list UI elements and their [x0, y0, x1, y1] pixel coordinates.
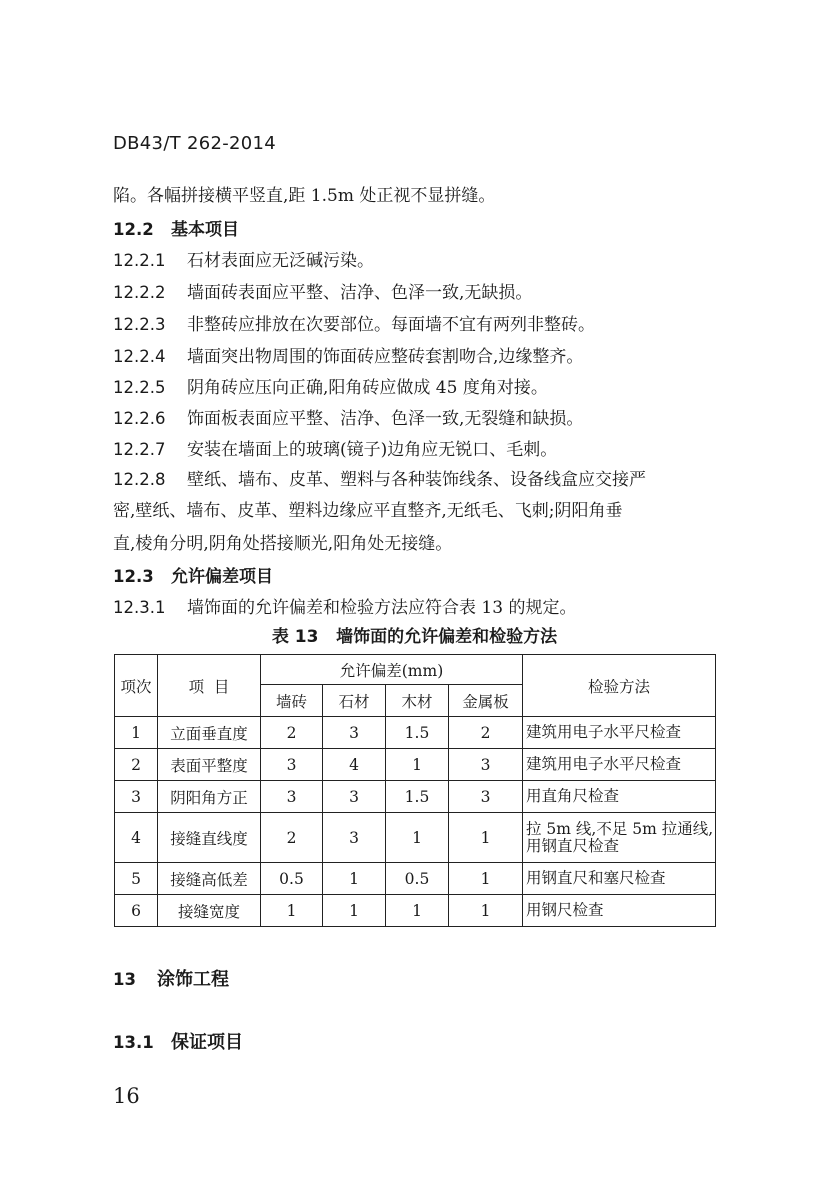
header-stone: 石材	[323, 685, 386, 717]
row-index: 2	[115, 749, 158, 781]
tile-value: 0.5	[261, 863, 323, 895]
row-item: 接缝宽度	[158, 895, 261, 927]
section-number: 12.2	[113, 220, 154, 239]
table-row	[115, 813, 716, 863]
row-method: 用直角尺检查	[523, 781, 716, 813]
row-method: 用钢尺检查	[523, 895, 716, 927]
stone-value: 3	[323, 813, 386, 863]
clause-number: 12.2.7	[113, 440, 166, 459]
tile-value: 1	[261, 895, 323, 927]
clause-12-2-8-cont-1: 密,壁纸、墙布、皮革、塑料边缘应平直整齐,无纸毛、飞刺;阴阳角垂	[113, 501, 623, 521]
clause-number: 12.2.5	[113, 378, 166, 397]
row-item: 立面垂直度	[158, 717, 261, 749]
header-index: 项次	[115, 655, 158, 717]
header-wood: 木材	[386, 685, 449, 717]
clause-12-2-2	[113, 278, 532, 303]
stone-value: 4	[323, 749, 386, 781]
stone-value: 1	[323, 863, 386, 895]
row-item: 接缝高低差	[158, 863, 261, 895]
row-index: 3	[115, 781, 158, 813]
clause-text: 石材表面应无泛碱污染。	[187, 251, 374, 271]
table-row	[115, 781, 716, 813]
clause-text: 饰面板表面应平整、洁净、色泽一致,无裂缝和缺损。	[187, 409, 584, 429]
wood-value: 1.5	[386, 717, 449, 749]
clause-12-3-1	[113, 593, 576, 618]
clause-number: 12.2.3	[113, 315, 166, 334]
section-13-1-heading	[113, 1028, 243, 1054]
page-number: 16	[113, 1084, 140, 1108]
clause-number: 12.2.1	[113, 251, 166, 270]
continued-paragraph: 陷。各幅拼接横平竖直,距 1.5m 处正视不显拼缝。	[113, 186, 496, 206]
metal-value: 2	[449, 717, 523, 749]
metal-value: 3	[449, 749, 523, 781]
section-13-heading	[113, 965, 229, 991]
stone-value: 3	[323, 781, 386, 813]
clause-text: 阴角砖应压向正确,阳角砖应做成 45 度角对接。	[187, 378, 548, 398]
tile-value: 2	[261, 813, 323, 863]
row-index: 6	[115, 895, 158, 927]
header-tolerance: 允许偏差(mm)	[261, 655, 523, 685]
clause-12-2-5	[113, 373, 548, 398]
clause-12-2-1	[113, 246, 374, 271]
clause-12-2-8-cont-2: 直,棱角分明,阴角处搭接顺光,阳角处无接缝。	[113, 534, 453, 554]
section-title: 允许偏差项目	[171, 567, 273, 587]
clause-12-2-8	[113, 465, 646, 490]
wood-value: 0.5	[386, 863, 449, 895]
clause-12-2-6	[113, 404, 583, 429]
tolerance-table	[114, 654, 716, 927]
clause-text: 墙面砖表面应平整、洁净、色泽一致,无缺损。	[187, 283, 533, 303]
wood-value: 1	[386, 749, 449, 781]
tile-value: 3	[261, 749, 323, 781]
table-caption: 表 13 墙饰面的允许偏差和检验方法	[271, 627, 558, 647]
wood-value: 1	[386, 895, 449, 927]
metal-value: 1	[449, 863, 523, 895]
section-title: 涂饰工程	[157, 969, 229, 990]
row-index: 4	[115, 813, 158, 863]
row-item: 表面平整度	[158, 749, 261, 781]
stone-value: 1	[323, 895, 386, 927]
clause-text: 安装在墙面上的玻璃(镜子)边角应无锐口、毛刺。	[187, 440, 558, 460]
section-12-3-heading	[113, 562, 273, 587]
wood-value: 1	[386, 813, 449, 863]
row-method: 建筑用电子水平尺检查	[523, 749, 716, 781]
row-method: 拉 5m 线,不足 5m 拉通线,用钢直尺检查	[523, 813, 716, 863]
clause-12-2-4	[113, 342, 583, 367]
tile-value: 3	[261, 781, 323, 813]
table-row	[115, 749, 716, 781]
stone-value: 3	[323, 717, 386, 749]
row-item: 接缝直线度	[158, 813, 261, 863]
row-index: 5	[115, 863, 158, 895]
table-row	[115, 717, 716, 749]
section-number: 13	[113, 970, 136, 989]
row-index: 1	[115, 717, 158, 749]
clause-number: 12.2.8	[113, 470, 166, 489]
clause-12-2-3	[113, 310, 595, 335]
metal-value: 3	[449, 781, 523, 813]
section-number: 12.3	[113, 567, 154, 586]
clause-number: 12.3.1	[113, 598, 166, 617]
header-metal: 金属板	[449, 685, 523, 717]
row-method: 用钢直尺和塞尺检查	[523, 863, 716, 895]
clause-number: 12.2.2	[113, 283, 166, 302]
clause-text: 非整砖应排放在次要部位。每面墙不宜有两列非整砖。	[187, 315, 595, 335]
row-method: 建筑用电子水平尺检查	[523, 717, 716, 749]
wood-value: 1.5	[386, 781, 449, 813]
table-row	[115, 895, 716, 927]
clause-text: 墙面突出物周围的饰面砖应整砖套割吻合,边缘整齐。	[187, 347, 584, 367]
section-title: 基本项目	[171, 220, 239, 240]
section-number: 13.1	[113, 1033, 154, 1052]
section-12-2-heading	[113, 215, 239, 240]
section-title: 保证项目	[171, 1032, 243, 1053]
clause-number: 12.2.6	[113, 409, 166, 428]
header-tile: 墙砖	[261, 685, 323, 717]
clause-number: 12.2.4	[113, 347, 166, 366]
clause-text: 壁纸、墙布、皮革、塑料与各种装饰线条、设备线盒应交接严	[187, 470, 646, 490]
header-item: 项 目	[158, 655, 261, 717]
clause-12-2-7	[113, 435, 557, 460]
document-code-header: DB43/T 262-2014	[113, 133, 277, 154]
header-method: 检验方法	[523, 655, 716, 717]
table-row	[115, 863, 716, 895]
tile-value: 2	[261, 717, 323, 749]
clause-text: 墙饰面的允许偏差和检验方法应符合表 13 的规定。	[187, 598, 577, 618]
metal-value: 1	[449, 813, 523, 863]
row-item: 阴阳角方正	[158, 781, 261, 813]
metal-value: 1	[449, 895, 523, 927]
